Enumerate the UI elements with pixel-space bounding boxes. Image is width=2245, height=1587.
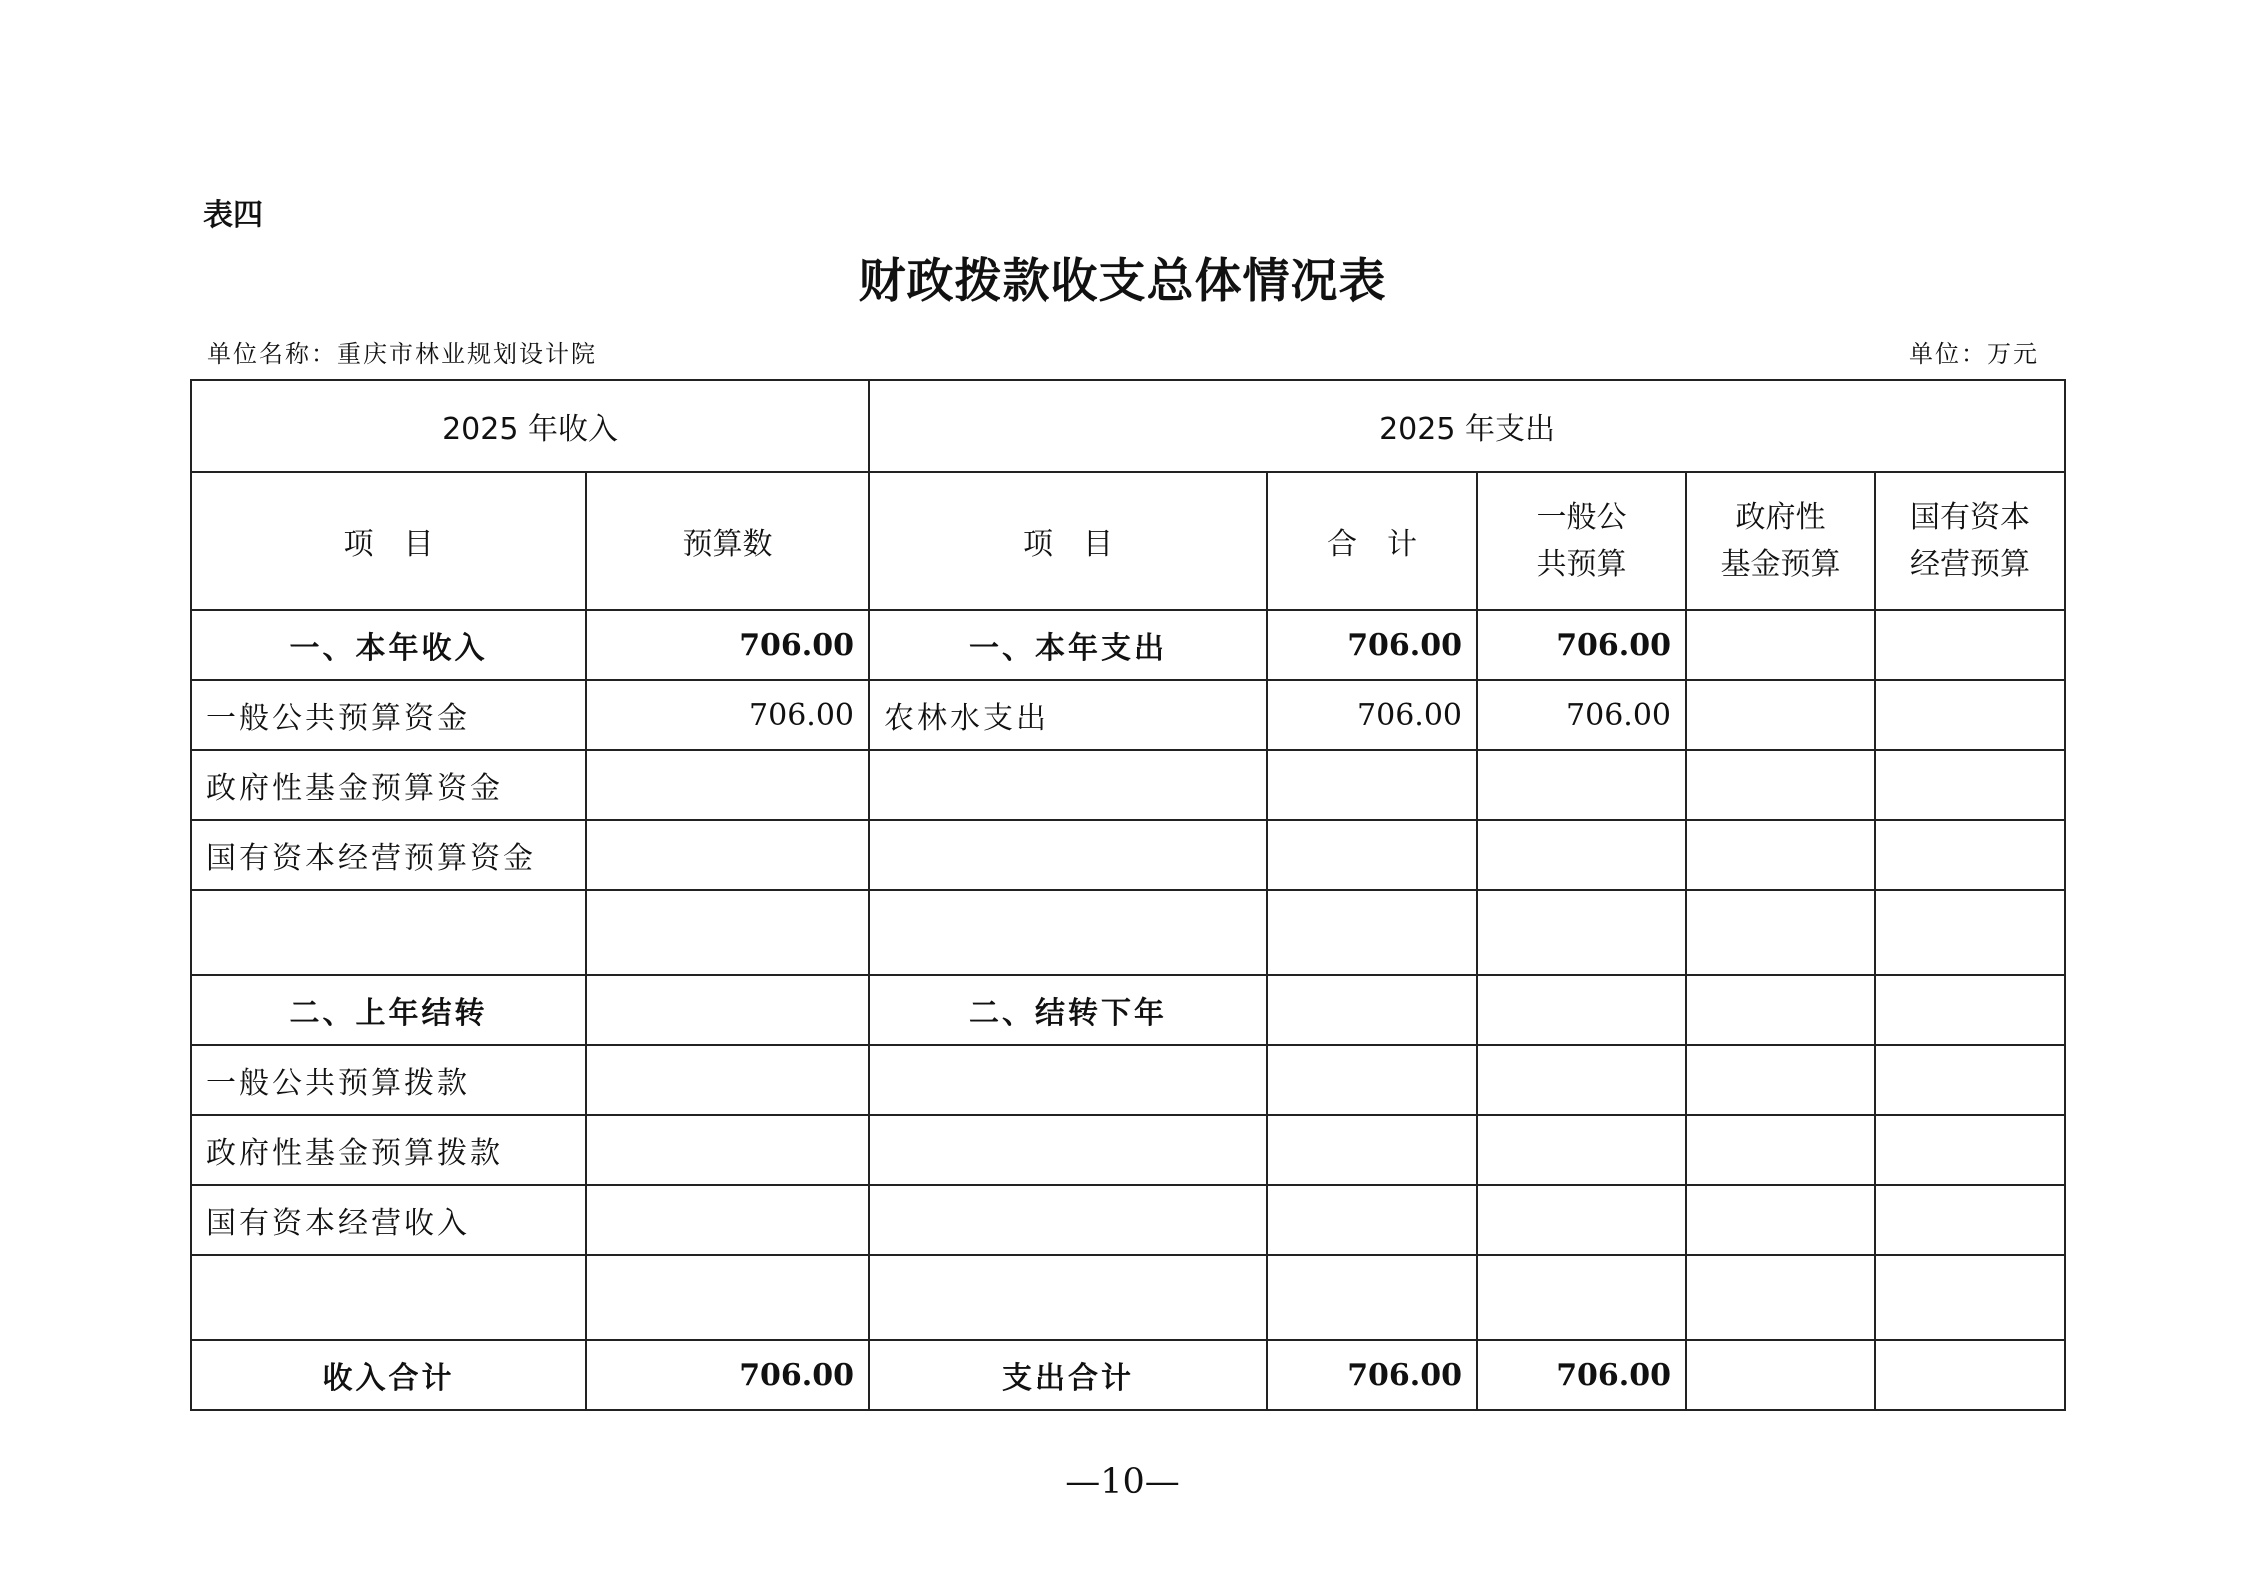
table-row (191, 610, 2065, 680)
general-amount: 706.00 (1477, 1340, 1686, 1410)
state-amount (1875, 1255, 2065, 1340)
table-row (191, 680, 2065, 750)
total-amount (1267, 1185, 1477, 1255)
income-item: 政府性基金预算拨款 (191, 1115, 586, 1185)
col-total: 合 计 (1267, 472, 1477, 610)
state-amount (1875, 975, 2065, 1045)
col-income-item: 项 目 (191, 472, 586, 610)
general-amount (1477, 890, 1686, 975)
table-row (191, 975, 2065, 1045)
state-amount (1875, 610, 2065, 680)
total-amount (1267, 750, 1477, 820)
col-state-line-1: 国有资本 (1910, 500, 2031, 535)
income-item: 国有资本经营收入 (191, 1185, 586, 1255)
income-amount (586, 1045, 869, 1115)
col-fund-line-1: 政府性 (1735, 500, 1826, 535)
expense-item (869, 820, 1267, 890)
state-amount (1875, 820, 2065, 890)
general-amount (1477, 750, 1686, 820)
fund-amount (1686, 750, 1875, 820)
expense-item (869, 1045, 1267, 1115)
fund-amount (1686, 680, 1875, 750)
total-amount (1267, 890, 1477, 975)
general-amount: 706.00 (1477, 680, 1686, 750)
general-amount (1477, 1255, 1686, 1340)
col-fund-budget (1686, 472, 1875, 610)
budget-table (190, 379, 2066, 1411)
total-amount (1267, 820, 1477, 890)
total-amount (1267, 975, 1477, 1045)
page-number: —10— (1065, 1462, 1180, 1502)
general-amount (1477, 1045, 1686, 1115)
income-item: 收入合计 (191, 1340, 586, 1410)
income-amount (586, 750, 869, 820)
state-amount (1875, 890, 2065, 975)
income-item: 国有资本经营预算资金 (191, 820, 586, 890)
expense-item: 一、本年支出 (869, 610, 1267, 680)
income-item: 二、上年结转 (191, 975, 586, 1045)
col-state-capital-budget (1875, 472, 2065, 610)
total-amount (1267, 1045, 1477, 1115)
table-row (191, 1115, 2065, 1185)
state-amount (1875, 750, 2065, 820)
table-row-total (191, 1340, 2065, 1410)
fund-amount (1686, 890, 1875, 975)
income-item (191, 890, 586, 975)
fund-amount (1686, 820, 1875, 890)
total-amount (1267, 1115, 1477, 1185)
state-amount (1875, 1185, 2065, 1255)
total-amount: 706.00 (1267, 680, 1477, 750)
col-budget: 预算数 (586, 472, 869, 610)
table-row (191, 1045, 2065, 1115)
income-amount (586, 820, 869, 890)
table-row-blank (191, 1255, 2065, 1340)
general-amount: 706.00 (1477, 610, 1686, 680)
general-amount (1477, 1185, 1686, 1255)
income-amount: 706.00 (586, 610, 869, 680)
table-row (191, 820, 2065, 890)
fund-amount (1686, 1045, 1875, 1115)
income-amount (586, 890, 869, 975)
col-expense-item: 项 目 (869, 472, 1267, 610)
total-amount (1267, 1255, 1477, 1340)
table-row (191, 1185, 2065, 1255)
col-general-line-1: 一般公 (1536, 500, 1627, 535)
income-amount (586, 975, 869, 1045)
general-amount (1477, 975, 1686, 1045)
income-item: 政府性基金预算资金 (191, 750, 586, 820)
income-item: 一般公共预算拨款 (191, 1045, 586, 1115)
fund-amount (1686, 610, 1875, 680)
expense-item (869, 1115, 1267, 1185)
expense-item: 二、结转下年 (869, 975, 1267, 1045)
header-row-1 (191, 380, 2065, 472)
expense-item: 农林水支出 (869, 680, 1267, 750)
document-title: 财政拨款收支总体情况表 (858, 254, 1387, 309)
header-row-2 (191, 472, 2065, 610)
table-row (191, 750, 2065, 820)
col-fund-line-2: 基金预算 (1720, 547, 1841, 582)
table-number: 表四 (203, 198, 263, 233)
income-amount (586, 1185, 869, 1255)
expense-item (869, 1185, 1267, 1255)
fund-amount (1686, 1255, 1875, 1340)
income-header: 2025 年收入 (191, 380, 869, 472)
expense-item (869, 750, 1267, 820)
fund-amount (1686, 975, 1875, 1045)
fund-amount (1686, 1185, 1875, 1255)
fund-amount (1686, 1115, 1875, 1185)
fund-amount (1686, 1340, 1875, 1410)
col-general-budget (1477, 472, 1686, 610)
income-item: 一般公共预算资金 (191, 680, 586, 750)
income-amount (586, 1255, 869, 1340)
income-item (191, 1255, 586, 1340)
expense-item (869, 1255, 1267, 1340)
unit-name: 单位名称：重庆市林业规划设计院 (207, 340, 597, 368)
expense-item (869, 890, 1267, 975)
table-row-blank (191, 890, 2065, 975)
total-amount: 706.00 (1267, 1340, 1477, 1410)
income-item: 一、本年收入 (191, 610, 586, 680)
expense-item: 支出合计 (869, 1340, 1267, 1410)
state-amount (1875, 1340, 2065, 1410)
col-state-line-2: 经营预算 (1910, 547, 2031, 582)
general-amount (1477, 1115, 1686, 1185)
income-amount: 706.00 (586, 1340, 869, 1410)
currency-unit: 单位：万元 (1909, 340, 2039, 368)
state-amount (1875, 680, 2065, 750)
col-general-line-2: 共预算 (1536, 547, 1627, 582)
total-amount: 706.00 (1267, 610, 1477, 680)
income-amount (586, 1115, 869, 1185)
general-amount (1477, 820, 1686, 890)
income-amount: 706.00 (586, 680, 869, 750)
state-amount (1875, 1115, 2065, 1185)
state-amount (1875, 1045, 2065, 1115)
expense-header: 2025 年支出 (869, 380, 2065, 472)
